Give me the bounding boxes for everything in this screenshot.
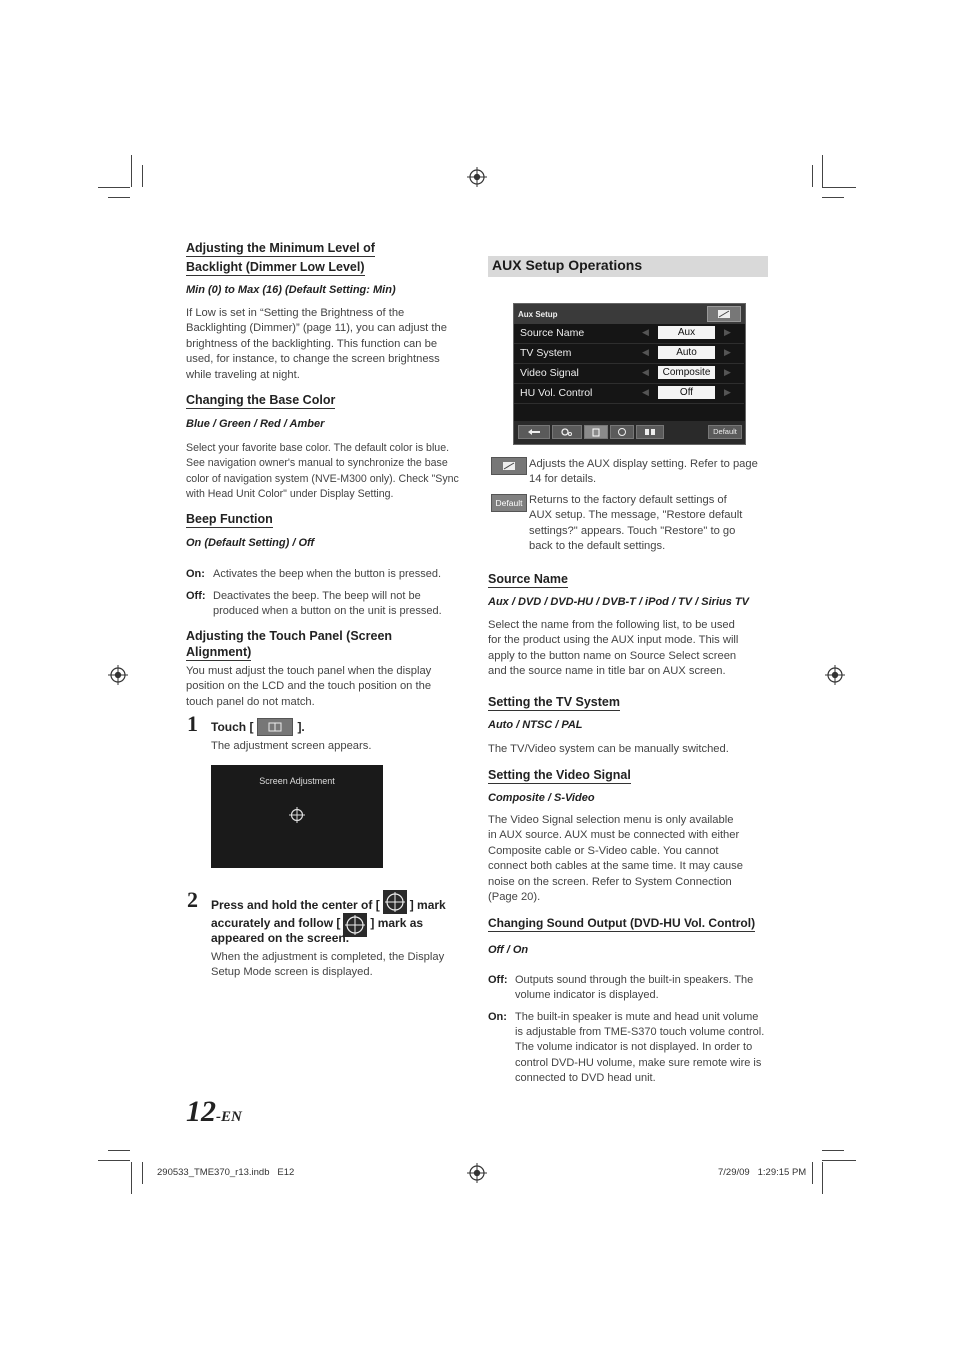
dimmer-body: If Low is set in “Setting the Brightness of the Backlighting (Dimmer)” (page 11), you can adjust the brightness of the backlighting. This function can be used, for instance, to change the screen brightness while traveling at night.: [186, 307, 447, 381]
display-icon: [585, 426, 607, 438]
dimmer-range: Min (0) to Max (16) (Default Setting: Min): [186, 284, 396, 296]
sound-off-label: Off:: [488, 974, 508, 986]
step-2-number: 2: [187, 887, 198, 912]
tv-system-body: The TV/Video system can be manually switched.: [488, 743, 729, 755]
aux-row-hu-vol-control[interactable]: HU Vol. Control ◀ Off ▶: [514, 384, 744, 404]
beep-off-label: Off:: [186, 590, 206, 602]
page-number: 12-EN: [186, 1095, 242, 1128]
beep-off-text: Deactivates the beep. The beep will not be produced when a button on the unit is pressed.: [213, 590, 442, 618]
step-1-instruction: Touch [ ].: [211, 720, 305, 734]
video-signal-options: Composite / S-Video: [488, 792, 595, 804]
beep-on-text: Activates the beep when the button is pressed.: [213, 568, 442, 580]
sound-off-text: Outputs sound through the built-in speakers. The volume indicator is displayed.: [515, 974, 754, 1002]
touch-heading-1: Adjusting the Touch Panel (Screen: [186, 629, 393, 643]
step-2-line-1: Press and hold the center of [ ] mark: [211, 893, 446, 917]
file-info: 290533_TME370_r13.indb E12: [157, 1167, 295, 1178]
dimmer-heading-2: Backlight (Dimmer Low Level): [186, 260, 365, 274]
adjust-note: Adjusts the AUX display setting. Refer to page 14 for details.: [529, 458, 758, 486]
audio-icon: [611, 426, 633, 438]
source-name-heading: Source Name: [488, 572, 568, 586]
default-note: Returns to the factory default settings of AUX setup. The message, "Restore default settings?" appears. Touch "Restore" to go back to the default settings.: [529, 494, 743, 553]
touch-heading-2: Alignment): [186, 645, 252, 659]
base-color-body: Select your favorite base color. The default color is blue. See navigation owner's manual to synchronize the base color of navigation system (NVE-M300 only). Check "Sync with Head Unit Color" under Display Setting.: [186, 442, 459, 501]
gear-icon: [553, 426, 581, 438]
display-tab[interactable]: [584, 425, 608, 439]
tv-system-options: Auto / NTSC / PAL: [488, 719, 583, 731]
sound-on-text: The built-in speaker is mute and head unit volume is adjustable from TME-S370 touch volume control. The volume indicator is not displayed. In order to control DVD-HU volume, make sure remote wire is connected to DVD head unit.: [515, 1011, 765, 1084]
aux-row-tv-system[interactable]: TV System ◀ Auto ▶: [514, 344, 744, 364]
video-signal-body: The Video Signal selection menu is only available in AUX source. AUX must be connected with either Composite cable or S-Video cable. You cannot connect both cables at the same time. It may cause noise on the screen. Refer to System Connection (Page 20).: [488, 814, 743, 904]
back-button[interactable]: [518, 425, 550, 439]
aux-row-video-signal[interactable]: Video Signal ◀ Composite ▶: [514, 364, 744, 384]
right-arrow-icon[interactable]: ▶: [724, 367, 731, 377]
sound-output-heading: Changing Sound Output (DVD-HU Vol. Control): [488, 916, 756, 930]
base-color-options: Blue / Green / Red / Amber: [186, 418, 325, 430]
display-adjust-icon: [708, 307, 740, 321]
display-adjust-button-icon: [491, 457, 527, 475]
settings-tab[interactable]: [552, 425, 582, 439]
source-tab[interactable]: [636, 425, 664, 439]
crosshair-icon: [289, 807, 305, 823]
default-button[interactable]: Default: [708, 425, 742, 439]
video-signal-heading: Setting the Video Signal: [488, 768, 631, 782]
aux-screen-toolbar: [514, 421, 745, 444]
right-arrow-icon[interactable]: ▶: [724, 327, 731, 337]
display-adjust-button[interactable]: [707, 306, 741, 322]
registration-mark-icon: [825, 665, 845, 685]
audio-tab[interactable]: [610, 425, 634, 439]
left-arrow-icon[interactable]: ◀: [642, 327, 649, 337]
screen-adjust-button-icon: [257, 718, 293, 736]
registration-mark-icon: [467, 1163, 487, 1183]
aux-screen-title: Aux Setup: [518, 310, 558, 319]
step-1-number: 1: [187, 711, 198, 736]
screen-adjustment-title: Screen Adjustment: [259, 776, 335, 786]
left-arrow-icon[interactable]: ◀: [642, 367, 649, 377]
aux-section-title-bar: [488, 256, 768, 277]
registration-mark-icon: [108, 665, 128, 685]
step-2-description: When the adjustment is completed, the Display Setup Mode screen is displayed.: [211, 951, 445, 979]
right-arrow-icon[interactable]: ▶: [724, 387, 731, 397]
aux-setup-screen: [513, 303, 746, 445]
sound-output-options: Off / On: [488, 944, 529, 956]
tv-system-heading: Setting the TV System: [488, 695, 620, 709]
source-name-body: Select the name from the following list, to be used for the product using the AUX input mode. This will apply to the button name on Source Select screen and the source name in title bar on AUX screen.: [488, 619, 739, 678]
source-name-options: Aux / DVD / DVD-HU / DVB-T / iPod / TV / Sirius TV: [488, 596, 749, 608]
aux-row-source-name[interactable]: Source Name ◀ Aux ▶: [514, 324, 744, 344]
step-2-line-2: accurately and follow [ ] mark as: [211, 911, 423, 935]
beep-on-label: On:: [186, 568, 205, 580]
beep-options: On (Default Setting) / Off: [186, 537, 315, 549]
aux-screen-titlebar: [514, 304, 745, 324]
touch-body: You must adjust the touch panel when the display position on the LCD and the touch position on the touch panel do not match.: [186, 665, 432, 708]
beep-heading: Beep Function: [186, 512, 273, 526]
aux-section-title: AUX Setup Operations: [492, 257, 643, 273]
step-2-line-3: appeared on the screen.: [211, 931, 350, 945]
timestamp: 7/29/09 1:29:15 PM: [718, 1167, 807, 1178]
left-arrow-icon[interactable]: ◀: [642, 347, 649, 357]
right-arrow-icon[interactable]: ▶: [724, 347, 731, 357]
screen-adjustment-preview: [211, 765, 383, 868]
dimmer-heading-1: Adjusting the Minimum Level of: [186, 241, 375, 255]
sound-on-label: On:: [488, 1011, 507, 1023]
source-icon: [637, 426, 663, 438]
back-arrow-icon: [519, 426, 549, 438]
step-1-description: The adjustment screen appears.: [211, 740, 372, 752]
left-arrow-icon[interactable]: ◀: [642, 387, 649, 397]
base-color-heading: Changing the Base Color: [186, 393, 336, 407]
registration-mark-icon: [467, 167, 487, 187]
default-button-icon: Default: [491, 494, 527, 512]
